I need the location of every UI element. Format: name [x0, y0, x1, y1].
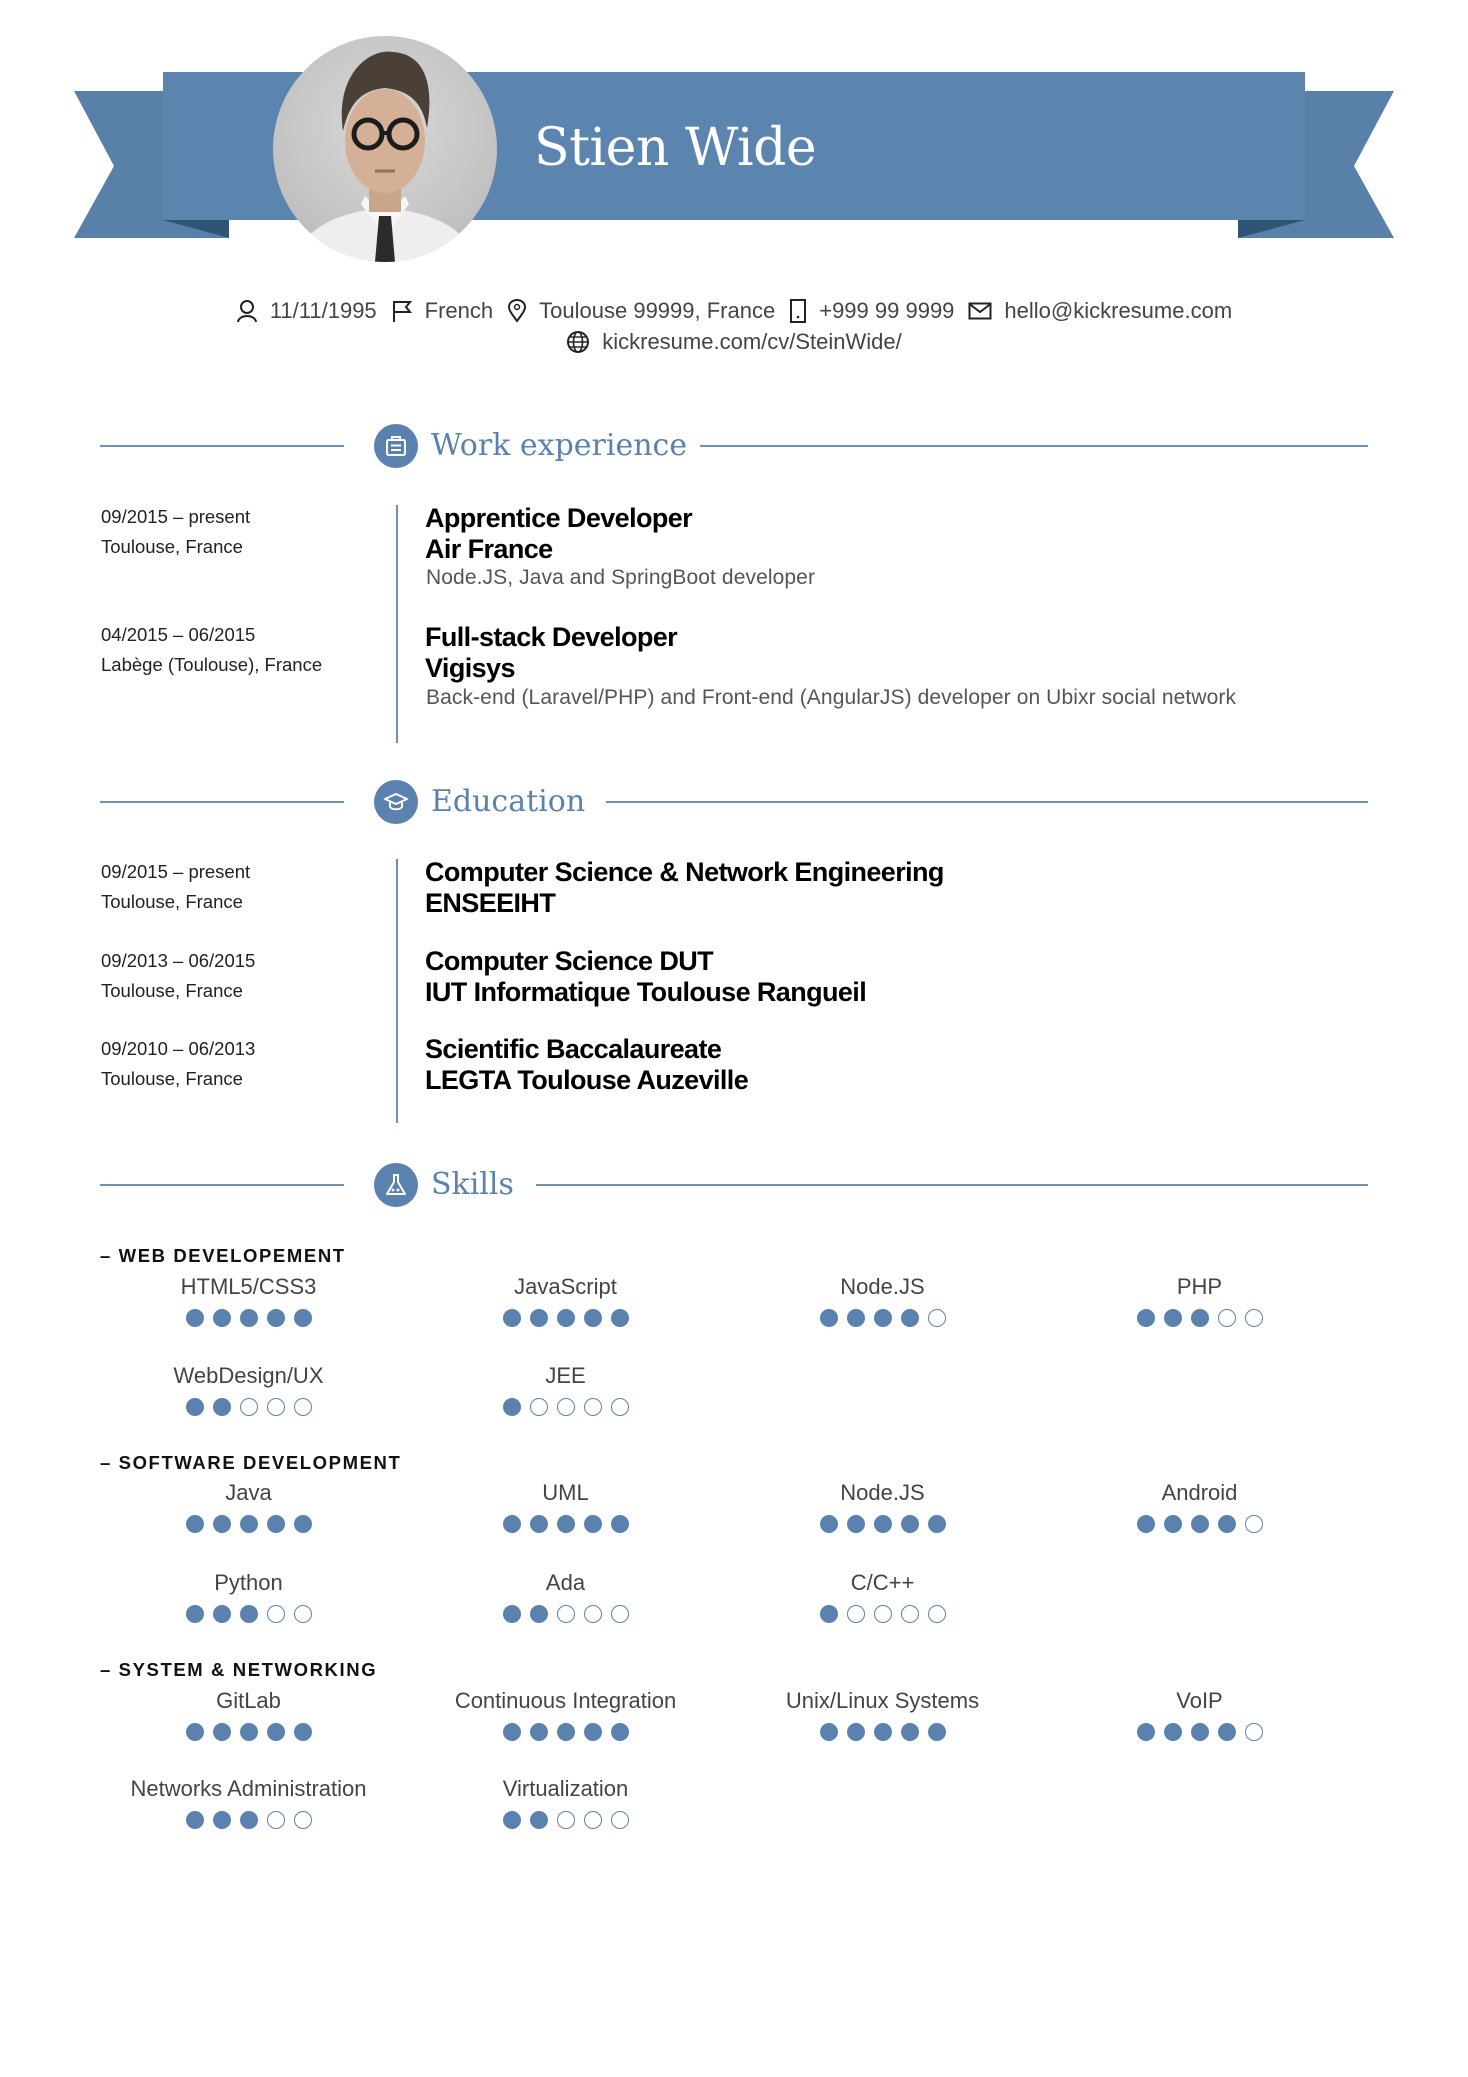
rating-dot-filled: [503, 1515, 521, 1533]
section-divider-right: [606, 801, 1368, 803]
skill-name: JEE: [545, 1363, 586, 1388]
education-school: LEGTA Toulouse Auzeville: [425, 1065, 749, 1095]
skill-name: PHP: [1176, 1274, 1223, 1299]
education-date: 09/2015 – present: [101, 861, 251, 882]
contact-website[interactable]: kickresume.com/cv/SteinWide/: [566, 329, 902, 355]
rating-dot-empty: [294, 1811, 312, 1829]
skill-group-label: – SYSTEM & NETWORKING: [100, 1659, 378, 1680]
rating-dot-filled: [557, 1723, 575, 1741]
education-location: Toulouse, France: [101, 980, 243, 1001]
rating-dot-filled: [611, 1515, 629, 1533]
skill-rating: [90, 1398, 407, 1416]
rating-dot-empty: [928, 1309, 946, 1327]
skill-name: UML: [542, 1480, 589, 1505]
skill-rating: [90, 1309, 407, 1327]
rating-dot-filled: [240, 1309, 258, 1327]
skill-name: Java: [225, 1480, 272, 1505]
skill-rating: [407, 1398, 724, 1416]
rating-dot-filled: [213, 1309, 231, 1327]
rating-dot-filled: [847, 1515, 865, 1533]
envelope-icon: [968, 302, 992, 320]
section-divider-left: [100, 1184, 344, 1186]
education-date: 09/2013 – 06/2015: [101, 950, 256, 971]
rating-dot-empty: [584, 1811, 602, 1829]
rating-dot-filled: [530, 1515, 548, 1533]
work-location: Toulouse, France: [101, 536, 243, 557]
skill-rating: [1041, 1309, 1358, 1327]
rating-dot-filled: [503, 1398, 521, 1416]
work-title: Full-stack Developer: [425, 622, 678, 652]
skill-rating: [90, 1605, 407, 1623]
rating-dot-filled: [240, 1811, 258, 1829]
rating-dot-filled: [1164, 1309, 1182, 1327]
section-divider-left: [100, 445, 344, 447]
phone-icon: [789, 299, 807, 323]
rating-dot-filled: [186, 1309, 204, 1327]
contact-address: Toulouse 99999, France: [507, 298, 775, 324]
rating-dot-filled: [213, 1398, 231, 1416]
skill-rating: [407, 1811, 724, 1829]
rating-dot-empty: [1245, 1515, 1263, 1533]
skill-name: Continuous Integration: [454, 1688, 677, 1713]
skill-rating: [407, 1605, 724, 1623]
skill-item: [407, 1775, 724, 1829]
rating-dot-filled: [530, 1309, 548, 1327]
skill-rating: [407, 1723, 724, 1741]
rating-dot-empty: [557, 1398, 575, 1416]
timeline-line: [396, 859, 398, 1123]
rating-dot-filled: [557, 1515, 575, 1533]
flag-icon: [391, 299, 413, 323]
skill-rating: [724, 1723, 1041, 1741]
skill-name: Node.JS: [840, 1274, 925, 1299]
rating-dot-filled: [847, 1309, 865, 1327]
person-portrait-icon: [273, 36, 497, 262]
rating-dot-filled: [820, 1309, 838, 1327]
work-description: Back-end (Laravel/PHP) and Front-end (AngularJS) developer on Ubixr social network: [426, 686, 1237, 709]
contact-phone: +999 99 9999: [789, 298, 954, 324]
skill-item: [90, 1362, 407, 1416]
work-location: Labège (Toulouse), France: [101, 654, 323, 675]
section-title: Work experience: [431, 428, 688, 463]
briefcase-icon: [374, 424, 418, 468]
education-school: ENSEEIHT: [425, 888, 556, 918]
skill-item: [90, 1775, 407, 1829]
rating-dot-filled: [1191, 1515, 1209, 1533]
rating-dot-filled: [530, 1605, 548, 1623]
rating-dot-filled: [874, 1723, 892, 1741]
contact-line-2: [0, 327, 1468, 357]
skill-name: Android: [1161, 1480, 1238, 1505]
skill-group-label: – WEB DEVELOPEMENT: [100, 1245, 346, 1266]
skill-rating: [724, 1605, 1041, 1623]
rating-dot-filled: [901, 1723, 919, 1741]
rating-dot-filled: [820, 1723, 838, 1741]
rating-dot-filled: [874, 1309, 892, 1327]
rating-dot-empty: [267, 1811, 285, 1829]
rating-dot-filled: [611, 1723, 629, 1741]
rating-dot-filled: [1191, 1309, 1209, 1327]
rating-dot-filled: [267, 1723, 285, 1741]
skill-item: [1041, 1687, 1358, 1741]
skill-name: VoIP: [1176, 1688, 1223, 1713]
rating-dot-filled: [267, 1515, 285, 1533]
work-title: Apprentice Developer: [425, 503, 693, 533]
work-company: Vigisys: [425, 653, 515, 683]
skill-name: Virtualization: [502, 1776, 629, 1801]
skill-rating: [407, 1309, 724, 1327]
candidate-name: Stien Wide: [534, 118, 817, 178]
rating-dot-empty: [1245, 1723, 1263, 1741]
education-degree: Computer Science DUT: [425, 946, 714, 976]
education-school: IUT Informatique Toulouse Rangueil: [425, 977, 867, 1007]
skill-name: Python: [214, 1570, 283, 1595]
rating-dot-filled: [1218, 1515, 1236, 1533]
rating-dot-empty: [294, 1398, 312, 1416]
flask-icon: [374, 1163, 418, 1207]
rating-dot-filled: [901, 1515, 919, 1533]
contact-email[interactable]: hello@kickresume.com: [968, 298, 1232, 324]
work-company: Air France: [425, 534, 553, 564]
rating-dot-filled: [1218, 1723, 1236, 1741]
globe-icon: [566, 330, 590, 354]
rating-dot-filled: [584, 1515, 602, 1533]
person-icon: [236, 299, 258, 323]
rating-dot-filled: [1137, 1723, 1155, 1741]
education-degree: Scientific Baccalaureate: [425, 1034, 722, 1064]
skill-item: [407, 1479, 724, 1533]
contact-birthdate: 11/11/1995: [236, 298, 377, 324]
rating-dot-empty: [1245, 1309, 1263, 1327]
rating-dot-filled: [1164, 1515, 1182, 1533]
skill-item: [724, 1273, 1041, 1327]
rating-dot-filled: [611, 1309, 629, 1327]
rating-dot-empty: [847, 1605, 865, 1623]
rating-dot-filled: [503, 1811, 521, 1829]
rating-dot-filled: [503, 1309, 521, 1327]
rating-dot-empty: [557, 1811, 575, 1829]
rating-dot-filled: [530, 1811, 548, 1829]
rating-dot-filled: [240, 1723, 258, 1741]
rating-dot-filled: [240, 1515, 258, 1533]
rating-dot-filled: [847, 1723, 865, 1741]
education-location: Toulouse, France: [101, 1068, 243, 1089]
skill-item: [724, 1479, 1041, 1533]
section-divider-left: [100, 801, 344, 803]
rating-dot-filled: [1164, 1723, 1182, 1741]
rating-dot-empty: [1218, 1309, 1236, 1327]
skill-item: [90, 1479, 407, 1533]
skill-name: HTML5/CSS3: [180, 1274, 317, 1299]
skill-rating: [90, 1515, 407, 1533]
skill-rating: [1041, 1723, 1358, 1741]
rating-dot-empty: [611, 1605, 629, 1623]
rating-dot-filled: [1191, 1723, 1209, 1741]
work-date: 04/2015 – 06/2015: [101, 624, 256, 645]
rating-dot-filled: [584, 1723, 602, 1741]
skill-name: C/C++: [850, 1570, 915, 1595]
rating-dot-filled: [584, 1309, 602, 1327]
rating-dot-filled: [874, 1515, 892, 1533]
rating-dot-filled: [294, 1515, 312, 1533]
rating-dot-filled: [557, 1309, 575, 1327]
rating-dot-filled: [1137, 1309, 1155, 1327]
rating-dot-filled: [186, 1515, 204, 1533]
skill-name: GitLab: [216, 1688, 281, 1713]
rating-dot-empty: [901, 1605, 919, 1623]
rating-dot-filled: [530, 1723, 548, 1741]
rating-dot-filled: [1137, 1515, 1155, 1533]
rating-dot-empty: [267, 1398, 285, 1416]
skill-item: [407, 1273, 724, 1327]
skill-item: [90, 1687, 407, 1741]
rating-dot-empty: [611, 1811, 629, 1829]
rating-dot-empty: [928, 1605, 946, 1623]
rating-dot-filled: [294, 1309, 312, 1327]
section-divider-right: [536, 1184, 1368, 1186]
rating-dot-filled: [901, 1309, 919, 1327]
rating-dot-empty: [240, 1398, 258, 1416]
rating-dot-empty: [611, 1398, 629, 1416]
skill-rating: [1041, 1515, 1358, 1533]
section-title: Education: [431, 784, 586, 819]
contact-nationality: French: [391, 298, 493, 324]
rating-dot-filled: [213, 1515, 231, 1533]
rating-dot-filled: [186, 1811, 204, 1829]
skill-item: [407, 1362, 724, 1416]
skill-name: WebDesign/UX: [173, 1363, 324, 1388]
section-divider-right: [700, 445, 1368, 447]
rating-dot-filled: [213, 1723, 231, 1741]
skill-name: JavaScript: [514, 1274, 617, 1299]
skill-name: Node.JS: [840, 1480, 925, 1505]
skill-item: [90, 1569, 407, 1623]
rating-dot-empty: [294, 1605, 312, 1623]
skill-item: [1041, 1479, 1358, 1533]
rating-dot-filled: [820, 1515, 838, 1533]
rating-dot-filled: [186, 1605, 204, 1623]
location-pin-icon: [507, 299, 527, 323]
skill-name: Ada: [545, 1570, 586, 1595]
rating-dot-filled: [820, 1605, 838, 1623]
rating-dot-filled: [186, 1398, 204, 1416]
rating-dot-empty: [584, 1605, 602, 1623]
skill-item: [1041, 1273, 1358, 1327]
rating-dot-empty: [584, 1398, 602, 1416]
rating-dot-filled: [267, 1309, 285, 1327]
education-location: Toulouse, France: [101, 891, 243, 912]
skill-item: [90, 1273, 407, 1327]
work-date: 09/2015 – present: [101, 506, 251, 527]
education-degree: Computer Science & Network Engineering: [425, 857, 944, 887]
rating-dot-filled: [240, 1605, 258, 1623]
profile-photo: [273, 36, 497, 262]
skill-item: [724, 1569, 1041, 1623]
rating-dot-filled: [503, 1723, 521, 1741]
skill-group-label: – SOFTWARE DEVELOPMENT: [100, 1452, 402, 1473]
graduation-cap-icon: [374, 780, 418, 824]
skill-name: Unix/Linux Systems: [785, 1688, 980, 1713]
skill-rating: [724, 1309, 1041, 1327]
section-title: Skills: [431, 1167, 514, 1202]
contact-line-1: [0, 296, 1468, 326]
education-date: 09/2010 – 06/2013: [101, 1038, 256, 1059]
rating-dot-empty: [267, 1605, 285, 1623]
skill-item: [407, 1687, 724, 1741]
rating-dot-empty: [530, 1398, 548, 1416]
rating-dot-filled: [928, 1515, 946, 1533]
rating-dot-empty: [874, 1605, 892, 1623]
timeline-line: [396, 505, 398, 743]
skill-rating: [407, 1515, 724, 1533]
work-description: Node.JS, Java and SpringBoot developer: [426, 566, 816, 589]
rating-dot-filled: [928, 1723, 946, 1741]
rating-dot-filled: [213, 1605, 231, 1623]
skill-rating: [724, 1515, 1041, 1533]
skill-item: [407, 1569, 724, 1623]
skill-name: Networks Administration: [130, 1776, 367, 1801]
rating-dot-filled: [503, 1605, 521, 1623]
rating-dot-filled: [213, 1811, 231, 1829]
rating-dot-filled: [186, 1723, 204, 1741]
rating-dot-filled: [294, 1723, 312, 1741]
rating-dot-empty: [557, 1605, 575, 1623]
skill-item: [724, 1687, 1041, 1741]
skill-rating: [90, 1811, 407, 1829]
skill-rating: [90, 1723, 407, 1741]
